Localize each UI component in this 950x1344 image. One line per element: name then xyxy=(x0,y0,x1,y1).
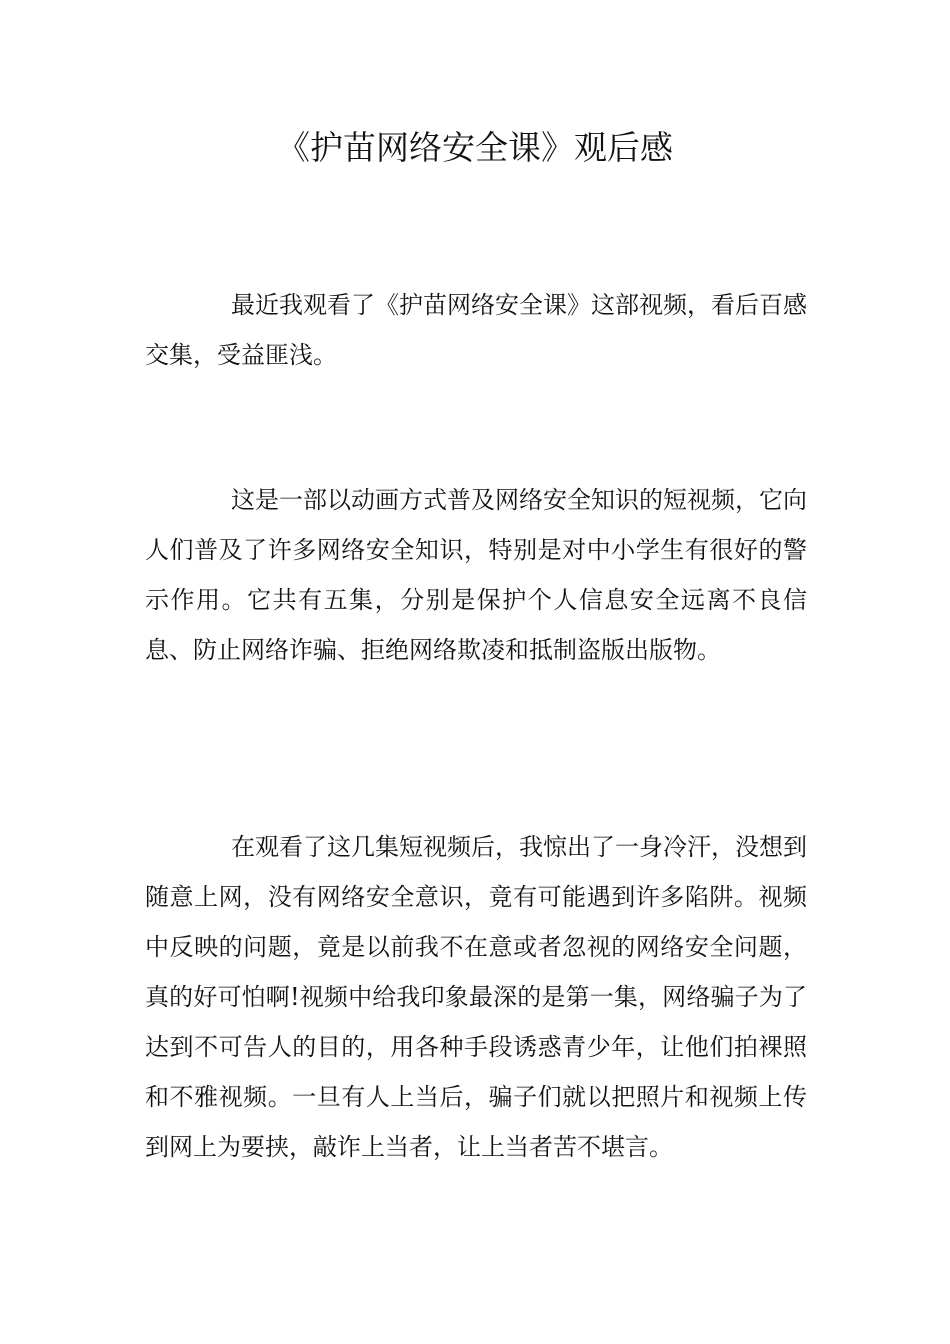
document-title: 《护苗网络安全课》观后感 xyxy=(277,128,673,167)
paragraph-reflection: 在观看了这几集短视频后，我惊出了一身冷汗，没想到随意上网，没有网络安全意识，竟有可能遇到许多陷阱。视频中反映的问题，竟是以前我不在意或者忽视的网络安全问题，真的好可怕啊!视频中给我印象最深的是第一集，网络骗子为了达到不可告人的目的，用各种手段诱惑青少年，让他们拍裸照和不雅视频。一旦有人上当后，骗子们就以把照片和视频上传到网上为要挟，敲诈上当者，让上当者苦不堪言。 xyxy=(145,833,807,1161)
paragraph-intro: 最近我观看了《护苗网络安全课》这部视频，看后百感交集，受益匪浅。 xyxy=(145,291,807,369)
paragraph-description: 这是一部以动画方式普及网络安全知识的短视频，它向人们普及了许多网络安全知识，特别是对中小学生有很好的警示作用。它共有五集，分别是保护个人信息安全远离不良信息、防止网络诈骗、拒绝网络欺凌和抵制盗版出版物。 xyxy=(145,486,807,664)
